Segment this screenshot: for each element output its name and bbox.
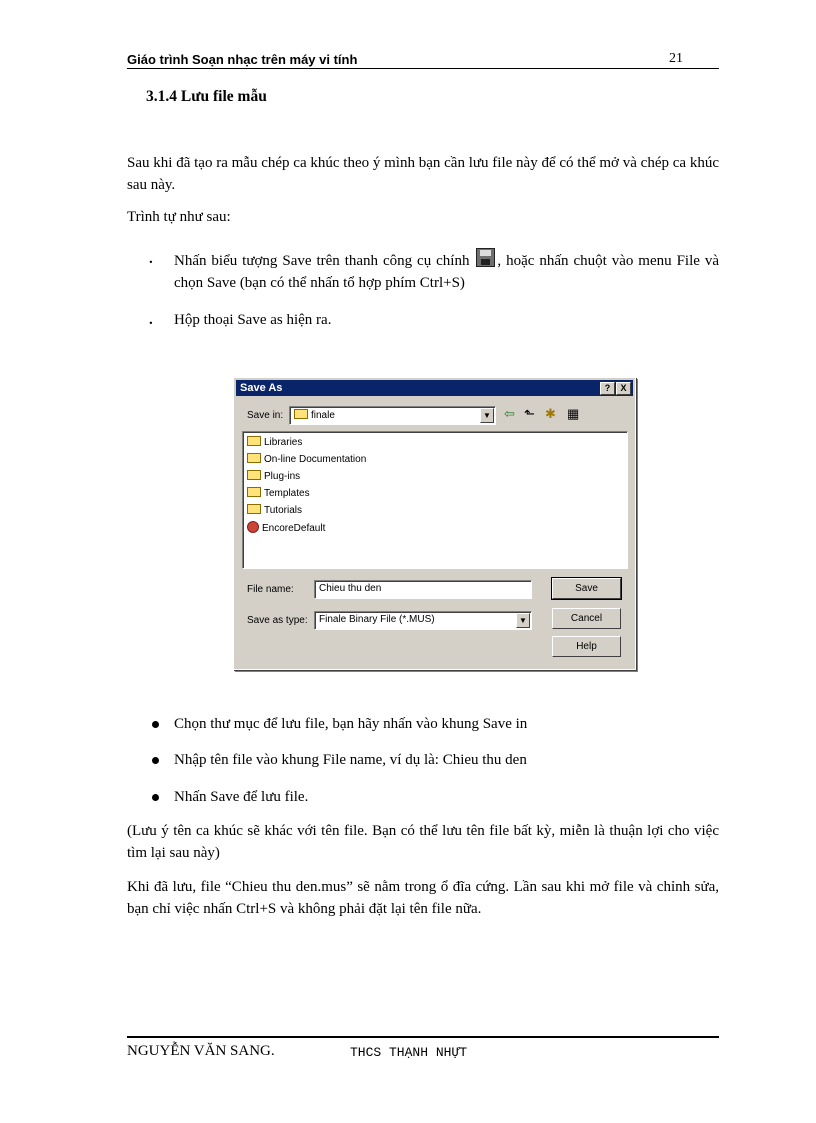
note-paragraph: (Lưu ý tên ca khúc sẽ khác với tên file. Bạn có thể lưu tên file bất kỳ, miễn là thuận lợi cho việc tìm lại sau này) <box>127 823 719 861</box>
step-item <box>149 309 719 331</box>
section-title: 3.1.4 Lưu file mẫu <box>146 88 267 105</box>
floppy-save-icon <box>476 248 495 267</box>
folder-icon <box>247 487 261 497</box>
page-header <box>127 50 719 69</box>
save-button[interactable]: Save <box>552 578 621 599</box>
folder-icon <box>247 453 261 463</box>
file-name-input[interactable]: Chieu thu den <box>314 580 532 599</box>
bullet-dot <box>152 757 159 764</box>
footer-divider <box>127 1036 719 1038</box>
folder-icon <box>294 409 308 419</box>
steps-label: Trình tự như sau: <box>127 209 231 225</box>
bullet-dot <box>152 794 159 801</box>
header-title: Giáo trình Soạn nhạc trên máy vi tính <box>127 52 358 67</box>
list-item[interactable]: On-line Documentation <box>247 453 366 465</box>
up-folder-icon[interactable]: ⬑ <box>524 406 535 421</box>
close-button[interactable]: X <box>616 382 631 395</box>
view-menu-icon[interactable]: ▦ <box>567 406 580 421</box>
folder-icon <box>247 470 261 480</box>
help-button[interactable]: Help <box>552 636 621 657</box>
dialog-title: Save As <box>240 382 283 394</box>
closing-paragraph: Khi đã lưu, file “Chieu thu den.mus” sẽ nằm trong ổ đĩa cứng. Lần sau khi mở file và chỉnh sửa, bạn chỉ việc nhấn Ctrl+S và không phải đặt lại tên file nữa. <box>127 879 719 917</box>
footer-school: THCS THẠNH NHỰT <box>350 1045 468 1060</box>
help-title-button[interactable]: ? <box>600 382 615 395</box>
file-list[interactable] <box>242 431 628 569</box>
dialog-titlebar <box>236 380 633 396</box>
footer-author: NGUYỄN VĂN SANG. <box>127 1043 275 1059</box>
cancel-button[interactable]: Cancel <box>552 608 621 629</box>
list-item[interactable]: Libraries <box>247 436 302 448</box>
bullet-dot: . <box>149 312 153 328</box>
save-type-dropdown[interactable]: Finale Binary File (*.MUS) ▼ <box>314 611 532 630</box>
chevron-down-icon[interactable]: ▼ <box>480 408 494 423</box>
list-item[interactable]: EncoreDefault <box>247 521 325 534</box>
folder-icon <box>247 436 261 446</box>
folder-icon <box>247 504 261 514</box>
save-in-label: Save in: <box>247 410 284 421</box>
list-item[interactable]: Plug-ins <box>247 470 300 482</box>
file-name-label: File name: <box>247 584 294 595</box>
list-item[interactable]: Tutorials <box>247 504 302 516</box>
page-number: 21 <box>669 51 683 66</box>
chevron-down-icon[interactable]: ▼ <box>516 613 530 628</box>
bullet-dot: . <box>149 251 153 267</box>
step-item <box>149 248 719 292</box>
step-text: Hộp thoại Save as hiện ra. <box>174 312 332 328</box>
back-icon[interactable]: ⇦ <box>504 406 515 421</box>
save-type-label: Save as type: <box>247 615 308 626</box>
music-file-icon <box>247 521 259 533</box>
intro-paragraph: Sau khi đã tạo ra mẫu chép ca khúc theo ý mình bạn cần lưu file này để có thể mở và chép ca khúc sau này. <box>127 155 719 193</box>
save-as-dialog <box>233 377 636 670</box>
new-folder-icon[interactable]: ✱ <box>545 406 556 421</box>
bullet-dot <box>152 721 159 728</box>
step-text: Nhấn biểu tượng Save trên thanh công cụ chính , hoặc nhấn chuột vào menu File và chọn Save (bạn có thể nhấn tổ hợp phím Ctrl+S) <box>174 248 719 294</box>
save-in-dropdown[interactable]: finale ▼ <box>289 406 496 425</box>
list-item[interactable]: Templates <box>247 487 310 499</box>
